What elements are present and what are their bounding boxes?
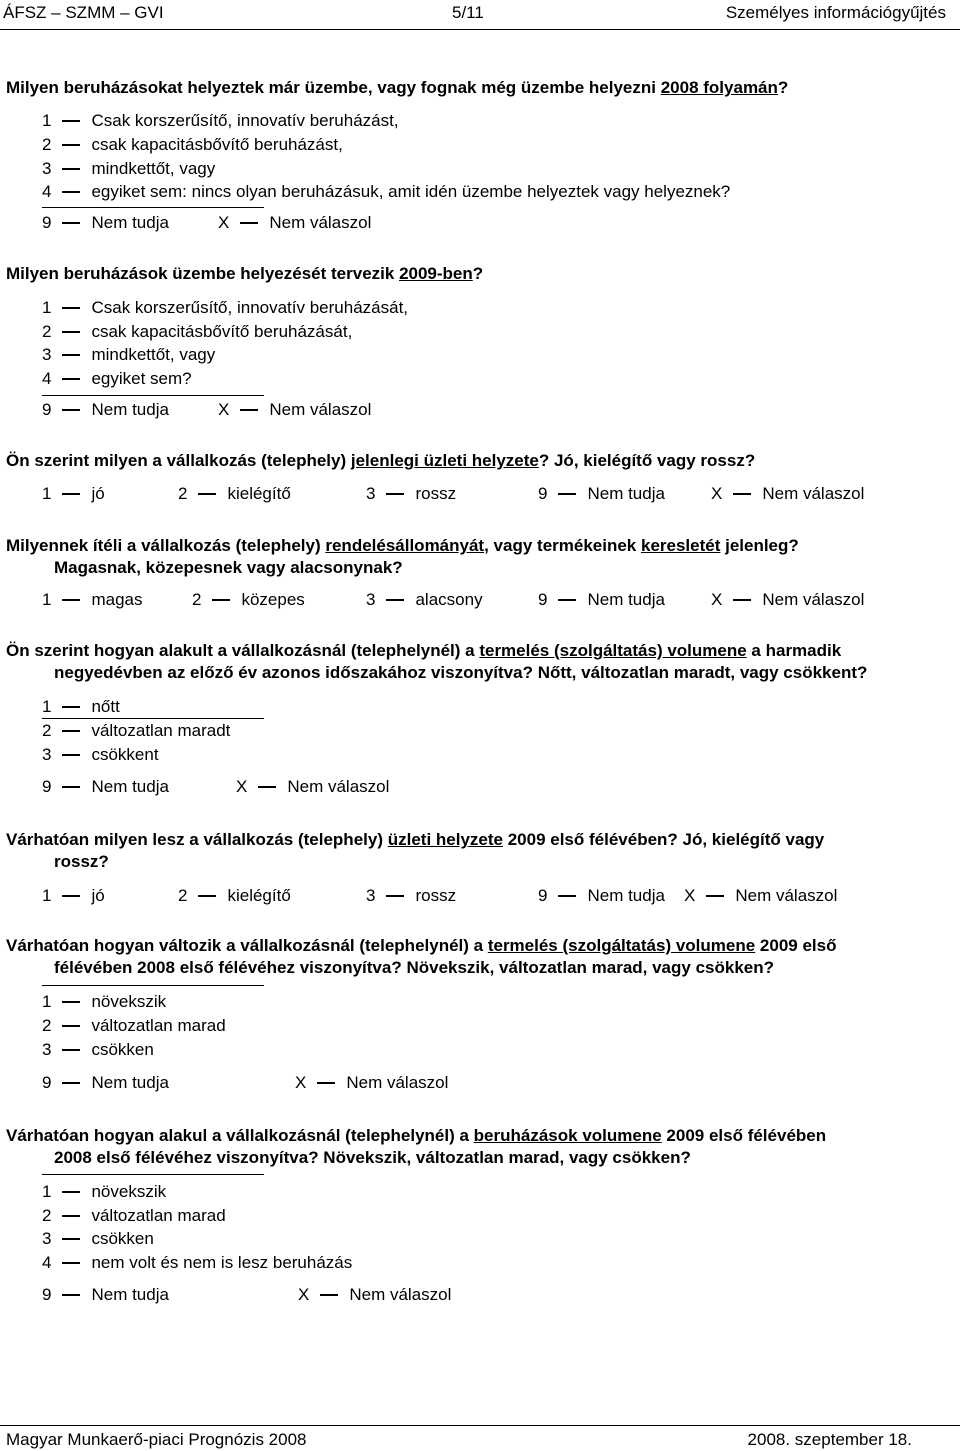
- q2-option-2[interactable]: 2 csak kapacitásbővítő beruházását,: [42, 322, 353, 341]
- q7-separator: [42, 985, 264, 986]
- q5-separator: [42, 718, 264, 719]
- q1-separator: [42, 207, 264, 208]
- q5-dont-know[interactable]: 9 Nem tudja: [42, 777, 169, 796]
- q4-option-high[interactable]: 1 magas: [42, 590, 143, 609]
- q4-option-medium[interactable]: 2 közepes: [192, 590, 305, 609]
- q8-separator: [42, 1174, 264, 1175]
- footer-left: Magyar Munkaerő-piaci Prognózis 2008: [6, 1430, 307, 1449]
- q3-dont-know[interactable]: 9 Nem tudja: [538, 484, 665, 503]
- q8-option-2[interactable]: 2 változatlan marad: [42, 1206, 226, 1225]
- q8-option-4[interactable]: 4 nem volt és nem is lesz beruházás: [42, 1253, 353, 1272]
- q1-option-4[interactable]: 4 egyiket sem: nincs olyan beruházásuk, amit idén üzembe helyeztek vagy helyeznek?: [42, 182, 731, 201]
- q5-option-3[interactable]: 3 csökkent: [42, 745, 159, 764]
- question-5: Ön szerint hogyan alakult a vállalkozásnál (telephelynél) a termelés (szolgáltatás) volumene a harmadik negyedévben az előző év azonos időszakához viszonyítva? Nőtt, változatlan maradt, vagy csökkent?: [6, 641, 868, 682]
- q8-option-3[interactable]: 3 csökken: [42, 1229, 154, 1248]
- q3-option-satisfactory[interactable]: 2 kielégítő: [178, 484, 291, 503]
- q3-option-bad[interactable]: 3 rossz: [366, 484, 457, 503]
- question-7: Várhatóan hogyan változik a vállalkozásnál (telephelynél) a termelés (szolgáltatás) volumene 2009 első félévében 2008 első félévéhez viszonyítva? Növekszik, változatlan marad, vagy csökken?: [6, 936, 837, 977]
- question-6: Várhatóan milyen lesz a vállalkozás (telephely) üzleti helyzete 2009 első félévében? Jó, kielégítő vagy rossz?: [6, 830, 825, 871]
- q7-option-3[interactable]: 3 csökken: [42, 1040, 154, 1059]
- q1-option-1[interactable]: 1 Csak korszerűsítő, innovatív beruházást,: [42, 111, 399, 130]
- q7-option-1[interactable]: 1 növekszik: [42, 992, 167, 1011]
- question-1: Milyen beruházásokat helyeztek már üzembe, vagy fognak még üzembe helyezni 2008 folyamán?: [6, 78, 789, 97]
- q6-dont-know[interactable]: 9 Nem tudja: [538, 886, 665, 905]
- q2-separator: [42, 395, 264, 396]
- q2-option-1[interactable]: 1 Csak korszerűsítő, innovatív beruházását,: [42, 298, 409, 317]
- footer-date: 2008. szeptember 18.: [747, 1430, 912, 1449]
- q8-option-1[interactable]: 1 növekszik: [42, 1182, 167, 1201]
- q1-option-2[interactable]: 2 csak kapacitásbővítő beruházást,: [42, 135, 343, 154]
- header-rule: [0, 29, 960, 30]
- question-8: Várhatóan hogyan alakul a vállalkozásnál (telephelynél) a beruházások volumene 2009 első félévében 2008 első félévéhez viszonyítva? Növekszik, változatlan marad, vagy csökken?: [6, 1126, 827, 1167]
- page-number: 5/11: [452, 3, 484, 22]
- q1-no-answer[interactable]: X Nem válaszol: [218, 213, 372, 232]
- q4-dont-know[interactable]: 9 Nem tudja: [538, 590, 665, 609]
- question-3: Ön szerint milyen a vállalkozás (telephely) jelenlegi üzleti helyzete? Jó, kielégítő vagy rossz?: [6, 451, 756, 470]
- q7-option-2[interactable]: 2 változatlan marad: [42, 1016, 226, 1035]
- q4-no-answer[interactable]: X Nem válaszol: [711, 590, 865, 609]
- q2-no-answer[interactable]: X Nem válaszol: [218, 400, 372, 419]
- q1-option-3[interactable]: 3 mindkettőt, vagy: [42, 159, 216, 178]
- q7-no-answer[interactable]: X Nem válaszol: [295, 1073, 449, 1092]
- q6-no-answer[interactable]: X Nem válaszol: [684, 886, 838, 905]
- header-left: ÁFSZ – SZMM – GVI: [3, 3, 164, 22]
- q4-option-low[interactable]: 3 alacsony: [366, 590, 483, 609]
- q2-option-3[interactable]: 3 mindkettőt, vagy: [42, 345, 216, 364]
- q5-no-answer[interactable]: X Nem válaszol: [236, 777, 390, 796]
- header-right: Személyes információgyűjtés: [725, 3, 946, 22]
- q6-option-satisfactory[interactable]: 2 kielégítő: [178, 886, 291, 905]
- q8-dont-know[interactable]: 9 Nem tudja: [42, 1285, 169, 1304]
- q8-no-answer[interactable]: X Nem válaszol: [298, 1285, 452, 1304]
- q2-dont-know[interactable]: 9 Nem tudja: [42, 400, 169, 419]
- footer-rule: [0, 1425, 960, 1426]
- q6-option-bad[interactable]: 3 rossz: [366, 886, 457, 905]
- q3-no-answer[interactable]: X Nem válaszol: [711, 484, 865, 503]
- q7-dont-know[interactable]: 9 Nem tudja: [42, 1073, 169, 1092]
- q2-option-4[interactable]: 4 egyiket sem?: [42, 369, 192, 388]
- question-4: Milyennek ítéli a vállalkozás (telephely) rendelésállományát, vagy termékeinek keresletét jelenleg? Magasnak, közepesnek vagy alacsonynak?: [6, 536, 799, 577]
- q1-dont-know[interactable]: 9 Nem tudja: [42, 213, 169, 232]
- q5-option-2[interactable]: 2 változatlan maradt: [42, 721, 231, 740]
- q3-option-good[interactable]: 1 jó: [42, 484, 105, 503]
- question-2: Milyen beruházások üzembe helyezését tervezik 2009-ben?: [6, 264, 484, 283]
- q6-option-good[interactable]: 1 jó: [42, 886, 105, 905]
- q5-option-1[interactable]: 1 nőtt: [42, 697, 120, 716]
